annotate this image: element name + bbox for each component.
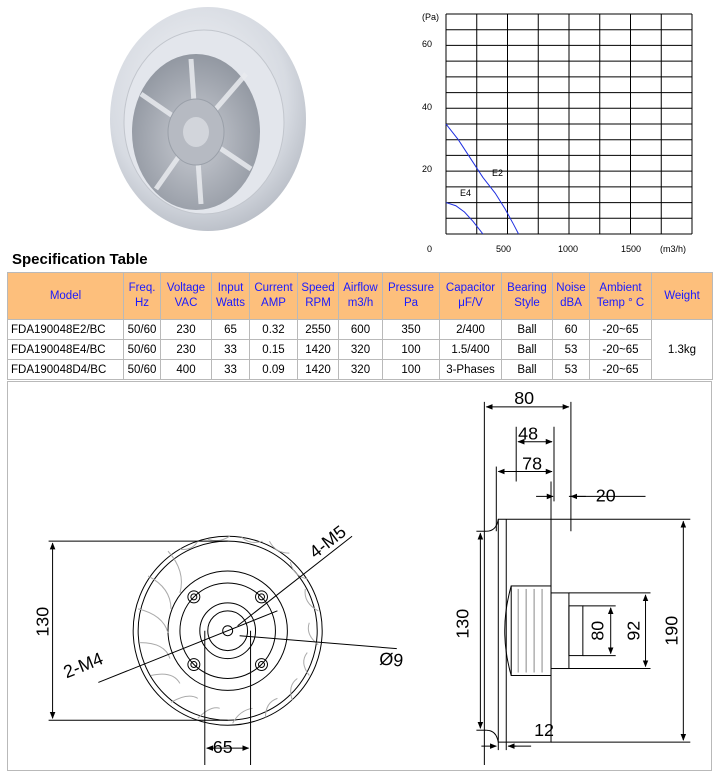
- cell-voltage: 230: [161, 340, 212, 360]
- side-20-dim: 20: [595, 485, 616, 506]
- x-tick-500: 500: [496, 244, 512, 254]
- y-tick-20: 20: [422, 164, 433, 174]
- cell-ambient: -20~65: [590, 320, 652, 340]
- cell-model: FDA190048E2/BC: [8, 320, 124, 340]
- cell-ambient: -20~65: [590, 360, 652, 380]
- side-92-dim: 92: [623, 620, 644, 641]
- cell-bearing: Ball: [502, 340, 553, 360]
- specification-table: [7, 272, 713, 380]
- front-view: [49, 536, 397, 765]
- x-axis-unit: (m3/h): [660, 244, 687, 254]
- cell-voltage: 400: [161, 360, 212, 380]
- side-78-dim: 78: [522, 453, 543, 474]
- cell-bearing: Ball: [502, 360, 553, 380]
- front-pcd-label: 4-M5: [305, 521, 350, 563]
- cell-freq: 50/60: [124, 360, 161, 380]
- col-header-noise: Noise dBA: [553, 273, 590, 320]
- cell-speed: 1420: [298, 360, 339, 380]
- table-row: [8, 320, 713, 340]
- cell-bearing: Ball: [502, 320, 553, 340]
- performance-curve-chart: [410, 4, 710, 254]
- cell-current: 0.15: [250, 340, 298, 360]
- cell-pressure: 100: [383, 340, 440, 360]
- cell-freq: 50/60: [124, 320, 161, 340]
- chart-grid: [446, 14, 692, 234]
- x-tick-1500: 1500: [621, 244, 642, 254]
- side-12-dim: 12: [534, 720, 555, 741]
- side-130-dim: 130: [452, 608, 473, 639]
- side-overall-dim: 80: [514, 387, 535, 408]
- cell-ambient: -20~65: [590, 340, 652, 360]
- col-header-input: Input Watts: [212, 273, 250, 320]
- x-tick-1000: 1000: [558, 244, 579, 254]
- col-header-current: Current AMP: [250, 273, 298, 320]
- side-view: [476, 402, 690, 765]
- col-header-model: Model: [8, 273, 124, 320]
- cell-airflow: 320: [339, 360, 383, 380]
- col-header-airflow: Airflow m3/h: [339, 273, 383, 320]
- table-row: [8, 360, 713, 380]
- col-header-voltage: Voltage VAC: [161, 273, 212, 320]
- y-axis-unit: (Pa): [422, 12, 440, 22]
- cell-airflow: 600: [339, 320, 383, 340]
- cell-capacitor: 3-Phases: [440, 360, 502, 380]
- dimension-drawing: [7, 381, 712, 771]
- table-header-row: [8, 273, 713, 320]
- col-header-freq: Freq. Hz: [124, 273, 161, 320]
- side-80-dim: 80: [587, 620, 608, 641]
- cell-current: 0.32: [250, 320, 298, 340]
- cell-current: 0.09: [250, 360, 298, 380]
- side-190-dim: 190: [661, 615, 682, 646]
- product-photo: [96, 4, 306, 234]
- cell-weight: 1.3kg: [652, 320, 713, 380]
- front-center-holes-label: 2-M4: [60, 648, 106, 683]
- front-hole-dia-label: Ø9: [378, 648, 405, 671]
- col-header-speed: Speed RPM: [298, 273, 339, 320]
- col-header-weight: Weight: [652, 273, 713, 320]
- cell-capacitor: 1.5/400: [440, 340, 502, 360]
- cell-model: FDA190048E4/BC: [8, 340, 124, 360]
- cell-freq: 50/60: [124, 340, 161, 360]
- cell-input: 65: [212, 320, 250, 340]
- cell-voltage: 230: [161, 320, 212, 340]
- cell-speed: 2550: [298, 320, 339, 340]
- cell-input: 33: [212, 360, 250, 380]
- x-tick-0: 0: [427, 244, 433, 254]
- series-label-e4: E4: [460, 188, 472, 198]
- cell-noise: 60: [553, 320, 590, 340]
- table-row: [8, 340, 713, 360]
- cell-input: 33: [212, 340, 250, 360]
- col-header-pressure: Pressure Pa: [383, 273, 440, 320]
- y-tick-60: 60: [422, 39, 433, 49]
- cell-airflow: 320: [339, 340, 383, 360]
- front-height-dim: 130: [32, 606, 53, 637]
- cell-noise: 53: [553, 340, 590, 360]
- series-label-e2: E2: [492, 168, 504, 178]
- col-header-bearing: Bearing Style: [502, 273, 553, 320]
- cell-capacitor: 2/400: [440, 320, 502, 340]
- cell-pressure: 100: [383, 360, 440, 380]
- cell-model: FDA190048D4/BC: [8, 360, 124, 380]
- y-tick-40: 40: [422, 102, 433, 112]
- front-width-dim: 65: [212, 737, 233, 758]
- cell-noise: 53: [553, 360, 590, 380]
- cell-speed: 1420: [298, 340, 339, 360]
- cell-pressure: 350: [383, 320, 440, 340]
- spec-table-title: Specification Table: [12, 251, 148, 268]
- col-header-ambient: Ambient Temp ° C: [590, 273, 652, 320]
- side-48-dim: 48: [518, 423, 539, 444]
- col-header-capacitor: Capacitor μF/V: [440, 273, 502, 320]
